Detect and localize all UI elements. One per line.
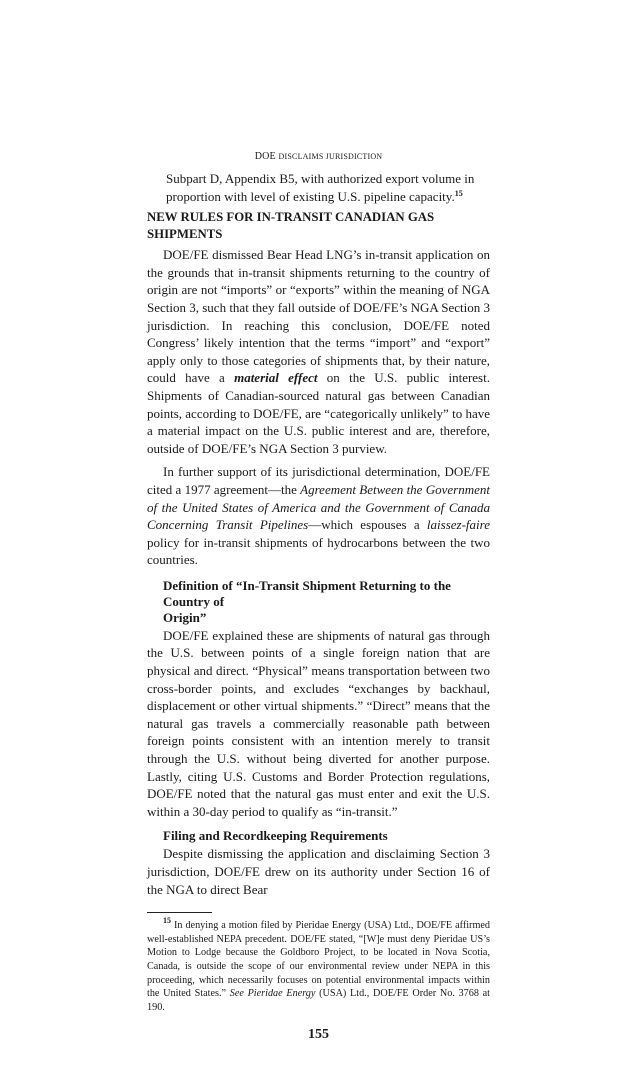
subheading-filing: Filing and Recordkeeping Requirements [163, 828, 388, 844]
footnote [147, 916, 491, 1014]
footnote-ref[interactable]: 15 [454, 188, 463, 198]
text: Definition of “In-Transit Shipment Returning to the Country of [163, 577, 451, 609]
running-head-doe: DOE [254, 151, 279, 162]
text: policy for in-transit shipments of hydrocarbons between the two countries. [147, 534, 490, 568]
text: (USA) Ltd., DOE/FE Order No. 3768 at 190. [147, 988, 491, 1013]
paragraph-3: DOE/FE explained these are shipments of natural gas through the U.S. between points of a single foreign nation that are physical and direct. “Physical” means transportation between two cross-border points, and excludes “exchanges by backhaul, displacement or other virtual shipments.” “Direct” means that the natural gas travels a commercially reasonable path between foreign points consistent with an intention merely to transit through the U.S. without being diverted for another purpose. Lastly, citing U.S. Customs and Border Protection regulations, DOE/FE noted that the natural gas must enter and exit the U.S. within a 30-day period to qualify as “in-transit.” [147, 627, 490, 819]
text: DOE/FE dismissed Bear Head LNG’s in-transit application on the grounds that in-transit shipments returning to the country of origin are not “imports” or “exports” within the meaning of NGA Section 3, such that they fall outside of DOE/FE’s NGA Section 3 jurisdiction. In reaching this conclusion, DOE/FE noted Congress’ likely intention that the terms “import” and “export” apply only to those categories of shipments that, by their nature, could have a [147, 247, 491, 386]
main-body [147, 209, 490, 898]
text: —which espouses a [308, 517, 427, 533]
section-heading: NEW RULES FOR IN-TRANSIT CANADIAN GAS SHIPMENTS [147, 210, 435, 242]
paragraph-1 [147, 246, 490, 457]
subheading-definition [147, 578, 490, 626]
text: Origin” [163, 609, 207, 625]
text: In further support of its jurisdictional determination, DOE/FE cited a 1977 agreement—the [147, 464, 490, 497]
paragraph-2 [147, 463, 490, 569]
page-number: 155 [308, 1027, 329, 1043]
text: In denying a motion filed by Pieridae Energy (USA) Ltd., DOE/FE affirmed well-established NEPA precedent. DOE/FE stated, “[W]e must deny Pieridae US’s Motion to Lodge because the Goldboro Project, to be located in Nova Scotia, Canada, is outside the scope of our environmental review under NEPA in this proceeding, which necessarily focuses on potential environmental impacts within the United States.” [147, 920, 490, 1000]
block-quote [166, 170, 490, 205]
emphasis: laissez-faire [426, 517, 490, 533]
agreement-title: Agreement Between the Government of the United States of America and the Government of Canada Concerning Transit Pipelines [147, 481, 490, 533]
footnote-rule [147, 912, 212, 913]
citation: See Pieridae Energy [229, 988, 316, 1000]
quote-text: Subpart D, Appendix B5, with authorized export volume in proportion with level of existing U.S. pipeline capacity. [166, 171, 475, 204]
running-head [147, 150, 490, 164]
text: on the U.S. public interest. Shipments of Canadian-sourced natural gas between Canadian points, according to DOE/FE, are “categorically unlikely” to have a material impact on the U.S. public interest and are, therefore, outside of DOE/FE’s NGA Section 3 purview. [147, 370, 490, 456]
emphasis: material effect [234, 370, 318, 386]
footnote-number: 15 [163, 916, 171, 926]
paragraph-4: Despite dismissing the application and disclaiming Section 3 jurisdiction, DOE/FE drew on its authority under Section 16 of the NGA to direct Bear [147, 846, 490, 897]
running-head-title: DISCLAIMS JURISDICTION [278, 152, 383, 161]
